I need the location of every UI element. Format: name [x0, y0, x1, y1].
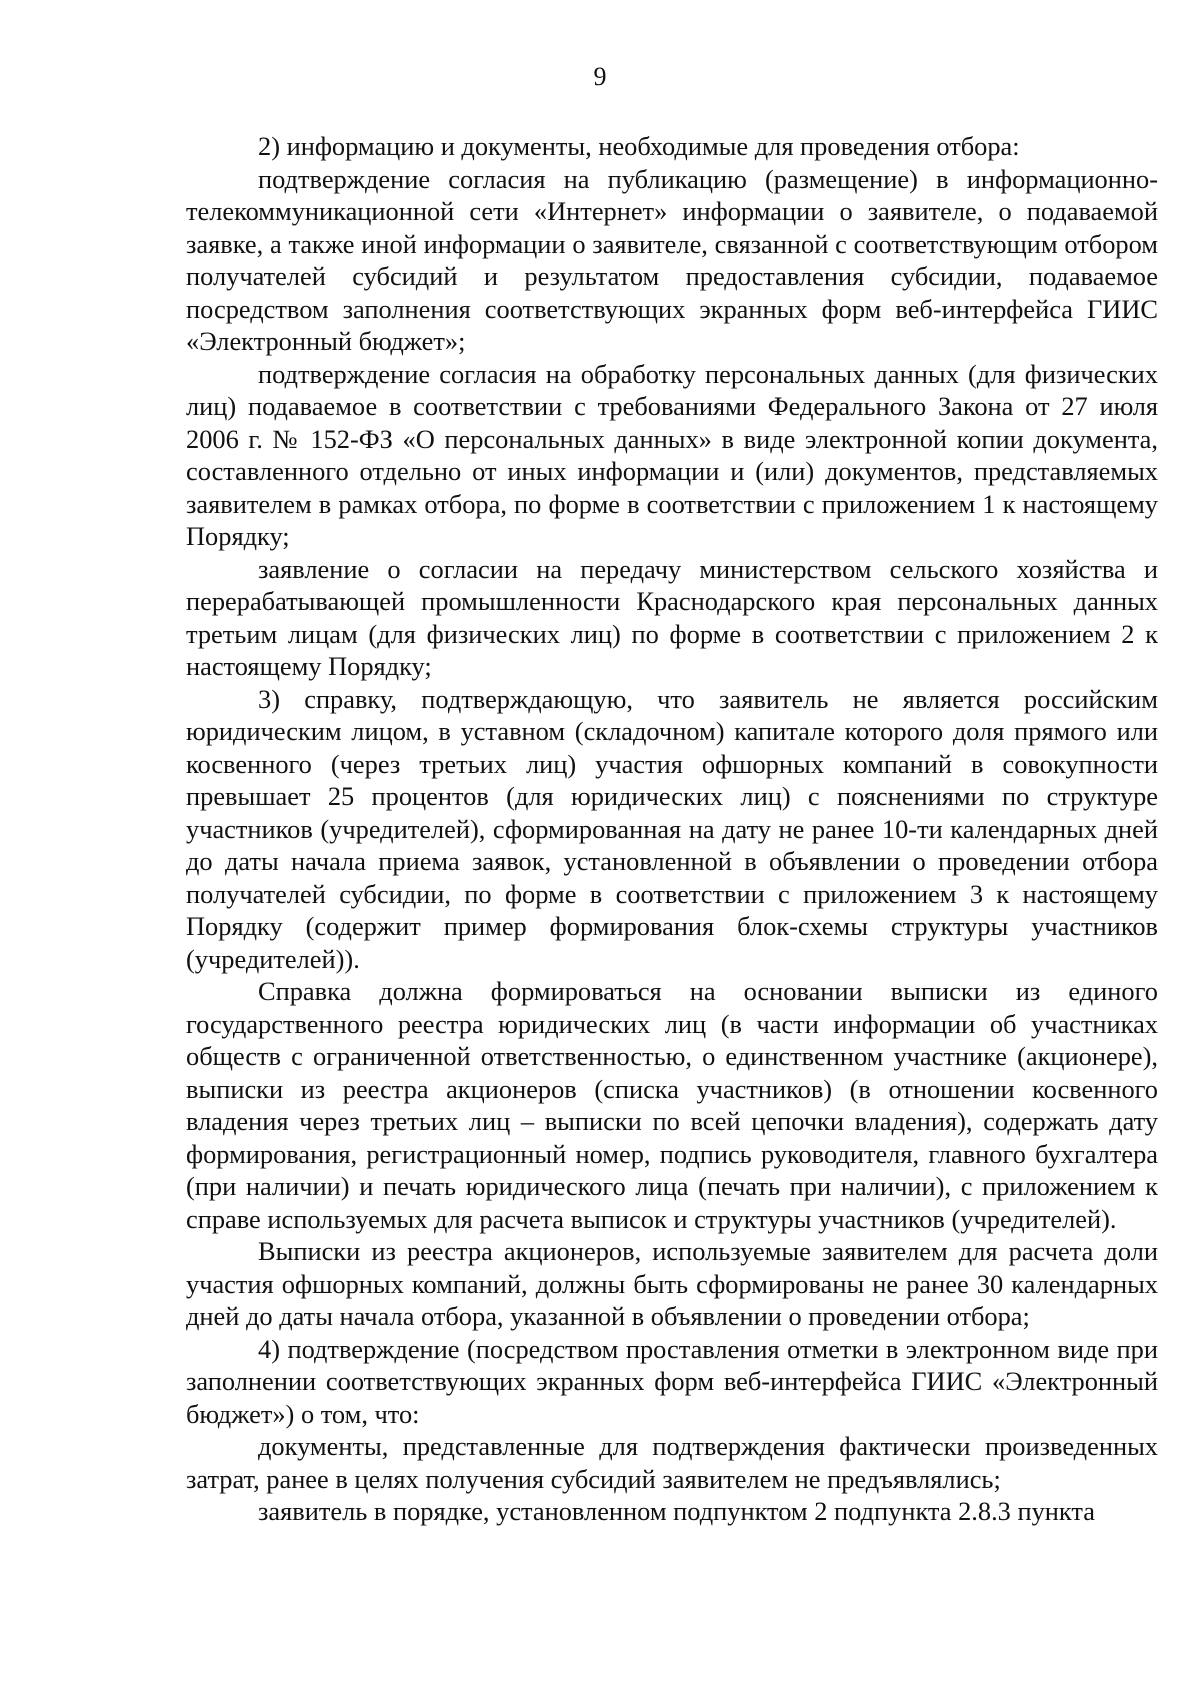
paragraph-data-transfer-statement: заявление о согласии на передачу министерством сельского хозяйства и перерабатывающей промышленности Краснодарского края персональных данных третьим лицам (для физических лиц) по форме в соответствии с приложением 2 к настоящему Порядку;: [186, 553, 1158, 681]
page-number: 9: [593, 62, 607, 91]
paragraph-publication-consent: подтверждение согласия на публикацию (размещение) в информационно-телекоммуникационной сети «Интернет» информации о заявителе, о подаваемой заявке, а также иной информации о заявителе, связанной с соответствующим отбором получателей субсидий и результатом предоставления субсидии, подаваемое посредством заполнения соответствующих экранных форм веб-интерфейса ГИИС «Электронный бюджет»;: [186, 163, 1158, 356]
paragraph-documents-not-submitted: документы, представленные для подтверждения фактически произведенных затрат, ранее в целях получения субсидий заявителем не предъявлялись;: [186, 1431, 1158, 1494]
document-body: [186, 130, 1158, 1528]
paragraph-item-4: 4) подтверждение (посредством проставления отметки в электронном виде при заполнении соответствующих экранных форм веб-интерфейса ГИИС «Электронный бюджет») о том, что:: [186, 1333, 1158, 1429]
paragraph-applicant-order: заявитель в порядке, установленном подпунктом 2 подпункта 2.8.3 пункта: [258, 1496, 1095, 1526]
paragraph-item-3: 3) справку, подтверждающую, что заявитель не является российским юридическим лицом, в уставном (складочном) капитале которого доля прямого или косвенного (через третьих лиц) участия офшорных компаний в совокупности превышает 25 процентов (для юридических лиц) с пояснениями по структуре участников (учредителей), сформированная на дату не ранее 10-ти календарных дней до даты начала приема заявок, установленной в объявлении о проведении отбора получателей субсидии, по форме в соответствии с приложением 3 к настоящему Порядку (содержит пример формирования блок-схемы структуры участников (учредителей)).: [186, 683, 1158, 974]
paragraph-certificate-requirements: Справка должна формироваться на основании выписки из единого государственного реестра юридических лиц (в части информации об участниках обществ с ограниченной ответственностью, о единственном участнике (акционере), выписки из реестра акционеров (списка участников) (в отношении косвенного владения через третьих лиц – выписки по всей цепочки владения), содержать дату формирования, регистрационный номер, подпись руководителя, главного бухгалтера (при наличии) и печать юридического лица (печать при наличии), с приложением к справе используемых для расчета выписок и структуры участников (учредителей).: [186, 976, 1158, 1234]
paragraph-shareholder-extracts: Выписки из реестра акционеров, используемые заявителем для расчета доли участия офшорных компаний, должны быть сформированы не ранее 30 календарных дней до даты начала отбора, указанной в объявлении о проведении отбора;: [186, 1236, 1158, 1331]
paragraph-personal-data-consent: подтверждение согласия на обработку персональных данных (для физических лиц) подаваемое в соответствии с требованиями Федерального Закона от 27 июля 2006 г. № 152-ФЗ «О персональных данных» в виде электронной копии документа, составленного отдельно от иных информации и (или) документов, представляемых заявителем в рамках отбора, по форме в соответствии с приложением 1 к настоящему Порядку;: [186, 358, 1158, 551]
paragraph-item-2: 2) информацию и документы, необходимые для проведения отбора:: [258, 131, 1020, 161]
